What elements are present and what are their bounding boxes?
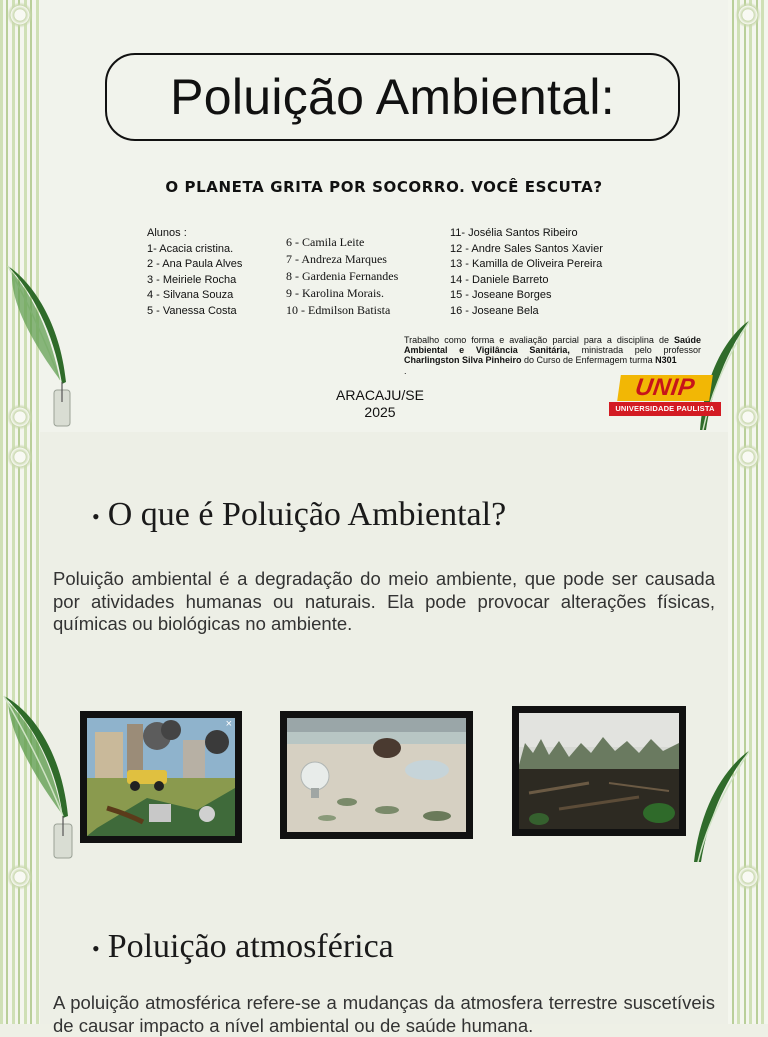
section-heading	[92, 928, 394, 966]
note-text: ministrada pelo professor	[569, 345, 701, 356]
slide-subtitle: O PLANETA GRITA POR SOCORRO. VOCÊ ESCUTA?	[165, 178, 603, 196]
note-professor: Charlingston Silva Pinheiro	[404, 355, 522, 366]
students-column-1	[147, 226, 242, 320]
students-column-2	[286, 234, 398, 319]
city: ARACAJU/SE	[336, 387, 424, 403]
note-text: do Curso de Enfermagem turma	[521, 355, 656, 366]
note-text: Trabalho como forma e avaliação parcial para a disciplina de	[404, 335, 674, 345]
title-frame	[105, 53, 680, 141]
heading-text: Poluição atmosférica	[107, 928, 394, 965]
student-name: 1- Acacia cristina.	[147, 242, 234, 255]
student-name: 14 - Daniele Barreto	[450, 273, 549, 286]
feather-icon	[0, 694, 84, 864]
heading-text: O que é Poluição Ambiental?	[107, 496, 507, 533]
atmospheric-paragraph: A poluição atmosférica refere-se a mudanças da atmosfera terrestre suscetíveis de causar impacto a nível ambiental ou de saúde humana.	[53, 992, 715, 1036]
student-name: 10 - Edmilson Batista	[286, 303, 391, 317]
bullet: •	[92, 504, 100, 530]
note-class: N301	[655, 355, 677, 366]
border-ornament	[735, 864, 761, 890]
student-name: 4 - Silvana Souza	[147, 289, 234, 302]
student-name: 7 - Andreza Marques	[286, 252, 387, 266]
slide-title: Poluição Ambiental:	[170, 69, 615, 125]
feather-icon	[690, 748, 754, 864]
student-name: 2 - Ana Paula Alves	[147, 258, 243, 271]
student-name: 6 - Camila Leite	[286, 235, 365, 249]
border-ornament	[7, 864, 33, 890]
student-name: 9 - Karolina Morais.	[286, 286, 384, 300]
note-discipline: Saúde Ambiental e Vigilância Sanitária,	[404, 335, 701, 356]
content-slide	[0, 432, 768, 1036]
border-ornament	[7, 444, 33, 470]
student-name: 15 - Joseane Borges	[450, 289, 552, 302]
students-column-3	[450, 226, 603, 320]
student-name: 16 - Joseane Bela	[450, 304, 539, 317]
student-name: 3 - Meiriele Rocha	[147, 273, 237, 286]
beach-litter-image	[280, 711, 473, 839]
pollution-illustration-image	[80, 711, 242, 843]
student-name: 12 - Andre Sales Santos Xavier	[450, 242, 603, 255]
title-slide	[0, 0, 768, 432]
definition-paragraph: Poluição ambiental é a degradação do meio ambiente, que pode ser causada por atividades humanas ou naturais. Ela pode provocar alterações físicas, químicas ou biológicas no ambiente.	[53, 568, 715, 634]
note-text: .	[404, 365, 407, 376]
year: 2025	[364, 404, 396, 420]
border-ornament	[735, 444, 761, 470]
unip-logo	[605, 369, 723, 419]
border-ornament	[7, 2, 33, 28]
feather-icon	[2, 262, 80, 432]
logo-word: UNIP	[617, 375, 713, 401]
student-name: 13 - Kamilla de Oliveira Pereira	[450, 258, 603, 271]
bullet: •	[92, 936, 100, 962]
section-heading	[92, 496, 506, 534]
deforestation-image	[512, 706, 686, 836]
border-ornament	[735, 2, 761, 28]
student-name: 11- Josélia Santos Ribeiro	[450, 227, 578, 239]
right-ornamental-border	[728, 432, 768, 1024]
students-label: Alunos :	[147, 227, 187, 239]
student-name: 8 - Gardenia Fernandes	[286, 269, 399, 283]
logo-band: UNIVERSIDADE PAULISTA	[609, 402, 721, 416]
location-date	[330, 387, 430, 421]
student-name: 5 - Vanessa Costa	[147, 304, 237, 317]
close-icon[interactable]: ×	[225, 718, 232, 730]
